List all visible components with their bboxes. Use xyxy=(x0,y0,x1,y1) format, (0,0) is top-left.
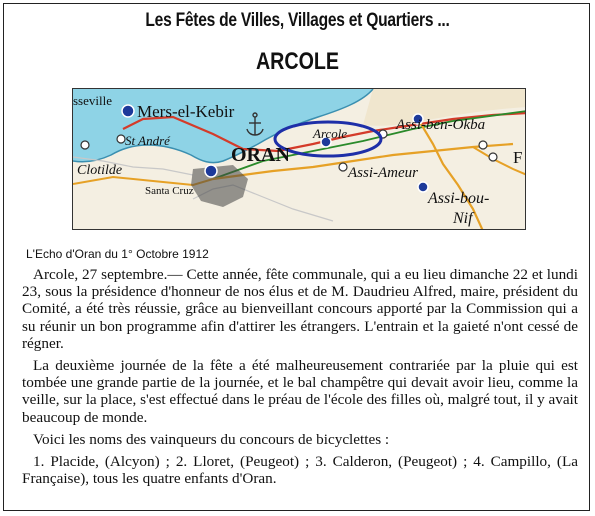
town-mid xyxy=(339,163,347,171)
map-label-santa-cruz: Santa Cruz xyxy=(145,185,194,197)
map-label-assi-bou-nif-2: Nif xyxy=(453,210,473,227)
map-label-assi-ameur: Assi-Ameur xyxy=(348,165,418,181)
article-paragraph: La deuxième journée de la fête a été malheureusement contrariée par la pluie qui est tombée une grande partie de la journée, et le bal champêtre qui devait avoir lieu, comme la veille, sur la place, s'est effectué dans le préau de l'école des filles où, malgré tout, il y avait beaucoup de monde. xyxy=(22,357,578,426)
page-title: Les Fêtes de Villes, Villages et Quartiers ... xyxy=(145,10,450,31)
map-label-arcole: Arcole xyxy=(313,126,348,141)
town-oran xyxy=(205,165,217,177)
town-east xyxy=(479,141,487,149)
town-edge-left xyxy=(81,141,89,149)
source-caption: L'Echo d'Oran du 1° Octobre 1912 xyxy=(26,247,209,261)
town-st-andre xyxy=(117,135,125,143)
map-image xyxy=(72,88,526,230)
map-label-assi-ben-okba: Assi-ben-Okba xyxy=(396,117,486,133)
map-label-edge-right: F xyxy=(513,148,523,167)
map-label-mers-el-kebir: Mers-el-Kebir xyxy=(137,102,235,121)
article-paragraph: 1. Placide, (Alcyon) ; 2. Lloret, (Peugeot) ; 3. Calderon, (Peugeot) ; 4. Campillo, (La Française), tous les quatre enfants d'Oran. xyxy=(22,453,578,488)
article-paragraph: Arcole, 27 septembre.— Cette année, fête communale, qui a eu lieu dimanche 22 et lundi 23, sous la présidence d'honneur de nos élus et de M. Daudrieu Alfred, maire, président du Comité, a été très réussie, grâce au bienveillant concours apporté par la Commission qui a su réunir un bon programme afin d'attirer les étrangers. L'entrain et la gaieté n'ont cessé de régner. xyxy=(22,266,578,352)
town-east-2 xyxy=(489,153,497,161)
town-mers-el-kebir xyxy=(122,105,134,117)
article-body xyxy=(22,266,578,492)
map-label-assi-bou-nif-1: Assi-bou- xyxy=(428,190,490,207)
map-label-oran: ORAN xyxy=(231,144,290,166)
map-label-edge-left: sseville xyxy=(73,93,112,108)
place-name: ARCOLE xyxy=(255,48,340,75)
map-label-clotilde: Clotilde xyxy=(77,163,123,178)
town-assi-ameur xyxy=(418,182,428,192)
article-paragraph: Voici les noms des vainqueurs du concours de bicyclettes : xyxy=(33,430,390,448)
map-label-st-andre: St André xyxy=(125,133,170,148)
